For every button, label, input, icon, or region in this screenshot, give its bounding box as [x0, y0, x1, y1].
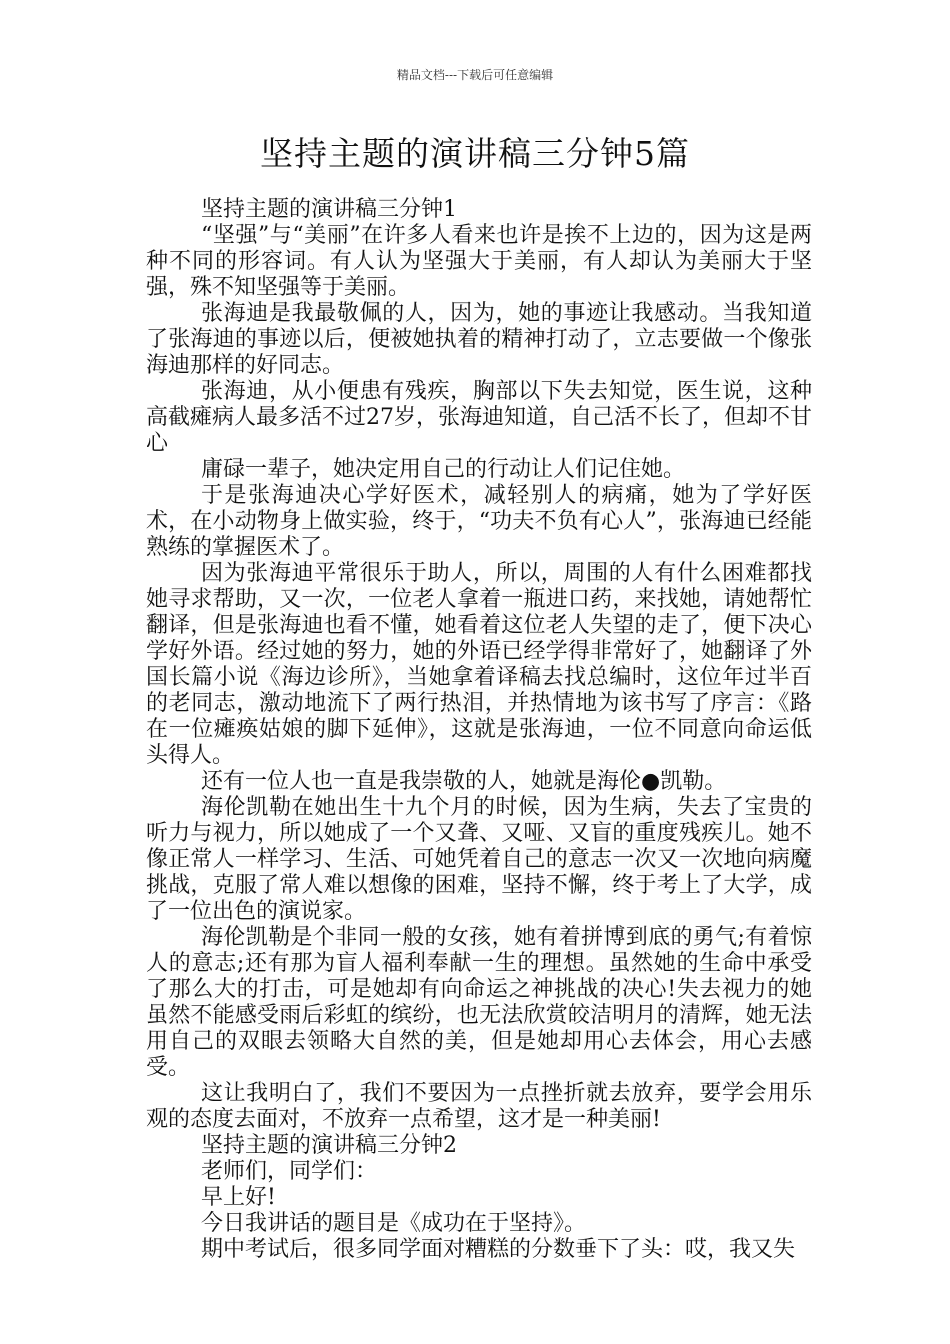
- document-title: 坚持主题的演讲稿三分钟5篇: [260, 134, 690, 173]
- paragraph: 期中考试后，很多同学面对糟糕的分数垂下了头：哎，我又失: [201, 1237, 796, 1262]
- paragraph: 庸碌一辈子，她决定用自己的行动让人们记住她。: [201, 457, 686, 482]
- document-body: [146, 197, 812, 1263]
- paragraph: 还有一位人也一直是我崇敬的人，她就是海伦●凯勒。: [201, 769, 727, 794]
- paragraph: 坚持主题的演讲稿三分钟1: [201, 197, 457, 222]
- paragraph: 今日我讲话的题目是《成功在于坚持》。: [201, 1211, 587, 1236]
- paragraph: 因为张海迪平常很乐于助人，所以，周围的人有什么困难都找她寻求帮助，又一次，一位老人拿着一瓶进口药，来找她，请她帮忙翻译，但是张海迪也看不懂，她看着这位老人失望的走了，便下决心学好外语。经过她的努力，她的外语已经学得非常好了，她翻译了外国长篇小说《海边诊所》，当她拿着译稿去找总编时，这位年过半百的老同志，激动地流下了两行热泪，并热情地为该书写了序言：《路在一位瘫痪姑娘的脚下延伸》，这就是张海迪，一位不同意向命运低头得人。: [146, 561, 812, 768]
- paragraph: 老师们，同学们：: [201, 1159, 378, 1184]
- page-header-note: 精品文档---下载后可任意编辑: [396, 68, 554, 82]
- paragraph: 海伦凯勒是个非同一般的女孩，她有着拼博到底的勇气;有着惊人的意志;还有那为盲人福利奉献一生的理想。虽然她的生命中承受了那么大的打击，可是她却有向命运之神挑战的决心!失去视力的她虽然不能感受雨后彩虹的缤纷，也无法欣赏皎洁明月的清辉，她无法用自己的双眼去领略大自然的美，但是她却用心去体会，用心去感受。: [146, 925, 812, 1080]
- paragraph: 张海迪是我最敬佩的人，因为，她的事迹让我感动。当我知道了张海迪的事迹以后，便被她执着的精神打动了，立志要做一个像张海迪那样的好同志。: [146, 301, 812, 378]
- paragraph: 坚持主题的演讲稿三分钟2: [201, 1133, 457, 1158]
- paragraph: 张海迪，从小便患有残疾，胸部以下失去知觉，医生说，这种高截瘫病人最多活不过27岁，张海迪知道，自己活不长了，但却不甘心: [146, 379, 812, 456]
- paragraph: 早上好!: [201, 1185, 276, 1210]
- paragraph: 海伦凯勒在她出生十九个月的时候，因为生病，失去了宝贵的听力与视力，所以她成了一个又聋、又哑、又盲的重度残疾儿。她不像正常人一样学习、生活、可她凭着自己的意志一次又一次地向病魔挑战，克服了常人难以想像的困难，坚持不懈，终于考上了大学，成了一位出色的演说家。: [146, 795, 812, 924]
- paragraph: 这让我明白了，我们不要因为一点挫折就去放弃，要学会用乐观的态度去面对，不放弃一点希望，这才是一种美丽!: [146, 1081, 812, 1132]
- paragraph: “坚强”与“美丽”在许多人看来也许是挨不上边的，因为这是两种不同的形容词。有人认为坚强大于美丽，有人却认为美丽大于坚强，殊不知坚强等于美丽。: [146, 223, 812, 300]
- paragraph: 于是张海迪决心学好医术，减轻别人的病痛，她为了学好医术，在小动物身上做实验，终于，“功夫不负有心人”，张海迪已经能熟练的掌握医术了。: [146, 483, 812, 560]
